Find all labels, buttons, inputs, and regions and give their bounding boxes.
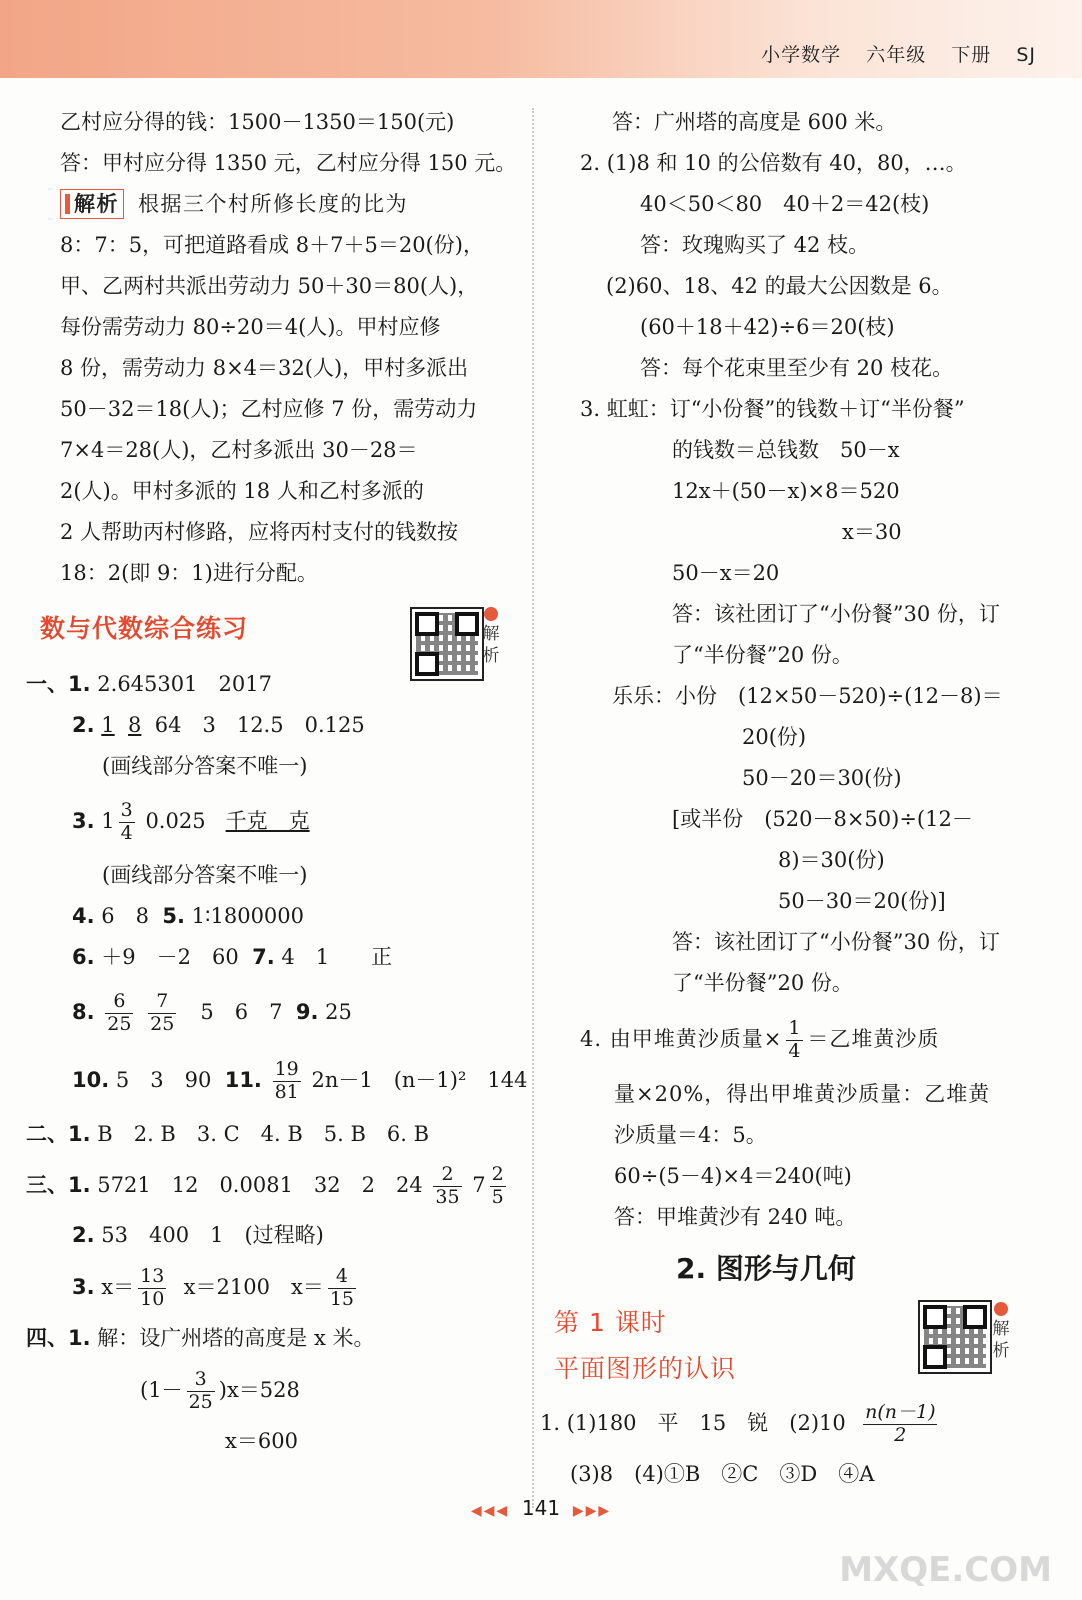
- analysis-first-line: [40, 184, 515, 225]
- answer-line: 二、1. B 2. B 3. C 4. B 5. B 6. B: [26, 1122, 430, 1146]
- text-line: 答：该社团订了“小份餐”30 份，订: [672, 930, 1000, 954]
- text-line: 乐乐：小份 (12×50－520)÷(12－8)＝: [612, 684, 1003, 708]
- equation-line: x＝600: [225, 1429, 298, 1453]
- text-line: 2. (1)8 和 10 的公倍数有 40，80，…。: [580, 151, 967, 175]
- text-line: (60＋18＋42)÷6＝20(枝): [640, 315, 895, 339]
- chapter-heading: [580, 1238, 1050, 1300]
- prev-arrows-icon[interactable]: ◀◀◀: [470, 1503, 510, 1519]
- text-line: 2(人)。甲村多派的 18 人和乙村多派的: [60, 479, 424, 503]
- lesson-label: 第 1 课时: [554, 1308, 667, 1337]
- text-line: (2)60、18、42 的最大公因数是 6。: [606, 274, 953, 298]
- left-column: [26, 102, 528, 1462]
- answer-line: 10. 5 3 90 11. $\frac{19}{81}$ 2n－1 (n－1)² 144: [72, 1058, 528, 1103]
- text-line: 答：每个花束里至少有 20 枝花。: [640, 356, 954, 380]
- equation-line: (1－ $\frac{3}{25}$ )x＝528: [140, 1368, 300, 1413]
- column-divider: [532, 108, 534, 1508]
- text-line: 答：甲堆黄沙有 240 吨。: [614, 1205, 857, 1229]
- page-number: 141: [521, 1496, 561, 1520]
- qr-label-2: 解析: [990, 1302, 1012, 1362]
- text-line: 乙村应分得的钱：1500－1350＝150(元): [60, 110, 455, 134]
- text-line: 了“半份餐”20 份。: [672, 643, 853, 667]
- answer-line: 6. ＋9 －2 60 7. 4 1 正: [72, 945, 393, 969]
- answer-line: 一、1. 2.645301 2017: [26, 672, 272, 696]
- text-line: 量×20%，得出甲堆黄沙质量：乙堆黄: [614, 1082, 991, 1106]
- answer-line: 4. 6 8 5. 1∶1800000: [72, 904, 305, 928]
- answer-line: 2. 1 8 64 3 12.5 0.125: [72, 713, 365, 737]
- next-arrows-icon[interactable]: ▶▶▶: [572, 1503, 612, 1519]
- answer-line: 三、1. 5721 12 0.0081 32 2 24 $\frac{2}{35}$ 7 $\frac{2}{5}$: [26, 1163, 504, 1208]
- note-line: (画线部分答案不唯一): [102, 754, 308, 778]
- text-line: 8 份，需劳动力 8×4＝32(人)，甲村多派出: [60, 356, 469, 380]
- text-line: 沙质量＝4：5。: [614, 1123, 767, 1147]
- qr-code-2[interactable]: [918, 1300, 992, 1374]
- text-line: 3. 虹虹：订“小份餐”的钱数＋订“半份餐”: [580, 397, 965, 421]
- text-line: 50－32＝18(人)；乙村应修 7 份，需劳动力: [60, 397, 478, 421]
- answer-line: 8. $\frac{6}{25}$ $\frac{7}{25}$ 5 6 7 9. 25: [72, 990, 352, 1035]
- text-line: 根据三个村所修长度的比为: [138, 192, 408, 216]
- header-info: [743, 40, 1036, 67]
- play-icon: [994, 1302, 1008, 1316]
- text-line: 8：7：5，可把道路看成 8＋7＋5＝20(份)，: [60, 233, 484, 257]
- edition: SJ: [1016, 44, 1036, 66]
- text-line: 每份需劳动力 80÷20＝4(人)。甲村应修: [60, 315, 441, 339]
- answer-line: 3. 1 $\frac{3}{4}$ 0.025 千克 克: [72, 799, 310, 844]
- chapter-title: 2. 图形与几何: [676, 1252, 856, 1285]
- text-line: 60÷(5－4)×4＝240(吨): [614, 1164, 852, 1188]
- header-banner: [0, 0, 1082, 78]
- text-line: [或半份 (520－8×50)÷(12－: [672, 807, 973, 831]
- right-column: [540, 102, 1050, 1495]
- lesson-title: 平面图形的认识: [554, 1354, 737, 1383]
- text-line: 甲、乙两村共派出劳动力 50＋30＝80(人)，: [60, 274, 479, 298]
- text-line: 50－30＝20(份)]: [778, 889, 946, 913]
- volume: 下册: [951, 44, 992, 66]
- note-line: (画线部分答案不唯一): [102, 863, 308, 887]
- text-line: 7×4＝28(人)，乙村多派出 30－28＝: [60, 438, 418, 462]
- page-footer: [0, 1496, 1082, 1520]
- qr-label: 解析: [480, 607, 502, 667]
- text-line: 答：该社团订了“小份餐”30 份，订: [672, 602, 1000, 626]
- watermark: MXQE.COM: [839, 1550, 1052, 1590]
- text-line: 50－x＝20: [672, 561, 780, 585]
- play-icon: [484, 607, 498, 621]
- text-line: 40＜50＜80 40＋2＝42(枝): [640, 192, 930, 216]
- answer-line: (3)8 (4)①B ②C ③D ④A: [570, 1462, 875, 1486]
- analysis-tag: 解析: [60, 189, 124, 219]
- text-line: 2 人帮助丙村修路，应将丙村支付的钱数按: [60, 520, 459, 544]
- subject: 小学数学: [761, 44, 842, 66]
- text-line: 了“半份餐”20 份。: [672, 971, 853, 995]
- text-line: 的钱数＝总钱数 50－x: [672, 438, 900, 462]
- answer-line: 3. x＝ $\frac{13}{10}$ x＝2100 x＝ $\frac{4}{15}$: [72, 1265, 354, 1310]
- text-line: 12x＋(50－x)×8＝520: [672, 479, 900, 503]
- text-line: x＝30: [842, 520, 902, 544]
- answer-line: 1. (1)180 平 15 锐 (2)10 $\frac{n(n-1)}{2}$: [540, 1401, 936, 1446]
- text-line: 答：甲村应分得 1350 元，乙村应分得 150 元。: [60, 151, 517, 175]
- text-line: 答：广州塔的高度是 600 米。: [612, 110, 897, 134]
- grade: 六年级: [866, 44, 927, 66]
- text-line: 8)＝30(份): [778, 848, 885, 872]
- text-line: 50－20＝30(份): [742, 766, 902, 790]
- text-line: 答：玫瑰购买了 42 枝。: [640, 233, 870, 257]
- text-line: 20(份): [742, 725, 807, 749]
- section-title: 数与代数综合练习: [40, 614, 249, 643]
- answer-line: 四、1. 解：设广州塔的高度是 x 米。: [26, 1326, 375, 1350]
- answer-line: 2. 53 400 1 (过程略): [72, 1223, 324, 1247]
- text-line: 4. 由甲堆黄沙质量× $\frac{1}{4}$ ＝乙堆黄沙质: [580, 1017, 940, 1062]
- text-line: 18：2(即 9：1)进行分配。: [60, 561, 318, 585]
